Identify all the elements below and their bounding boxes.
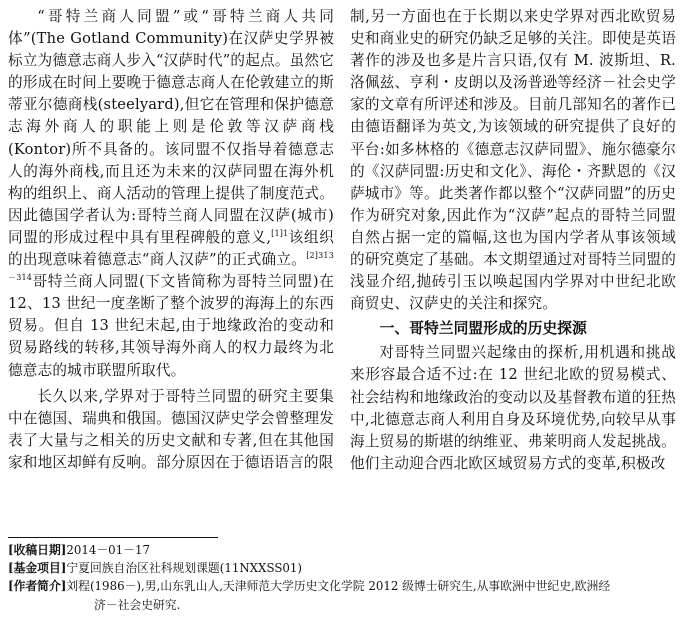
footnote-label: [收稿日期] (8, 543, 67, 557)
footnote-fund (8, 559, 676, 577)
paragraph-origins: 对哥特兰同盟兴起缘由的探析,用机遇和挑战来形容最合适不过:在 12 世纪北欧的贸易模式、社会结构和地缘政治的变动以及基督教布道的狂热中,北德意志商人利用自身及环境优势,向较早从事海上贸易的斯堪的纳维亚、弗莱明商人发起挑战。他们主动迎合西北欧区域贸易方式的变革,积极改 (350, 344, 676, 472)
footnote-value: 刘程(1986－),男,山东乳山人,天津师范大学历史文化学院 2012 级博士研究生,从事欧洲中世纪史,欧洲经 (66, 579, 611, 594)
paragraph-gotland-intro (8, 6, 334, 382)
footnote-received-date (8, 541, 676, 559)
footnote-divider (8, 537, 218, 538)
citation-ref-2: [2]313－314 (8, 251, 334, 283)
paragraph-research-status: 长久以来,学界对于哥特兰同盟的研究主要集中在德国、瑞典和俄国。德国汉萨史学会曾整理发表了大量与之相关的历史文献和专著,但在其他国家和地区却鲜有反响。部分原因在于德语语言的限 (8, 387, 334, 471)
left-column (8, 6, 334, 474)
paragraph-research-continued: 制,另一方面也在于长期以来史学界对西北欧贸易史和商业史的研究仍缺乏足够的关注。即使是英语著作的涉及也多是片言只语,仅有 M. 波斯坦、R. 洛佩兹、亨利・皮朗以及汤普逊等经济－社会史学家的文章有所评述和涉及。目前几部知名的著作已由德语翻译为英文,为该领域的研究提供了良好的平台:如多林格的《德意志汉萨同盟》、施尔德豪尔的《汉萨同盟:历史和文化》、海伦・齐默恩的《汉萨城市》等。此类著作都以整个“汉萨同盟”的历史作为研究对象,因此作为“汉萨”起点的哥特兰同盟自然占据一定的篇幅,这也为国内学者从事该领域的研究奠定了基础。本文期望通过对哥特兰同盟的浅显介绍,抛砖引玉以唤起国内学界对中世纪北欧商贸史、汉萨史的关注和探究。 (350, 8, 676, 313)
section-heading: 一、哥特兰同盟形成的历史探源 (379, 320, 587, 338)
footnote-label: [作者简介] (8, 579, 67, 594)
footnote-value: 宁夏回族自治区社科规划课题(11NXXSS01) (66, 561, 303, 576)
citation-ref-1: [1]1 (271, 229, 289, 239)
footnote-label: [基金项目] (8, 561, 67, 576)
footnote-author (8, 577, 676, 595)
paragraph-text: 该组织的出现意味着德意志“商人汉萨”的正式确立。 (8, 228, 334, 269)
footnote-author-continued: 济－社会史研究. (94, 597, 181, 612)
footnote-value: 2014－01－17 (66, 543, 150, 557)
paragraph-text: 哥特兰商人同盟(下文皆简称为哥特兰同盟)在 12、13 世纪一度垄断了整个波罗的海海上的东西贸易。但自 13 世纪末起,由于地缘政治的变动和贸易路线的转移,其领导海外商人的权力最终为北德意志的城市联盟所取代。 (8, 273, 334, 379)
footnotes (8, 541, 676, 614)
right-column (350, 6, 676, 475)
paragraph-text: “哥特兰商人同盟”或“哥特兰商人共同体”(The Gotland Community)在汉萨史学界被标立为德意志商人步入“汉萨时代”的起点。虽然它的形成在时间上要晚于德意志商人在伦敦建立的斯蒂亚尔德商栈(steelyard),但它在管理和保护德意志海外商人的职能上则是伦敦等汉萨商栈(Kontor)所不具备的。该同盟不仅指导着德意志人的海外商栈,而且还为未来的汉萨同盟在海外机构的组织上、商人活动的管理上提供了制度范式。因此德国学者认为:哥特兰商人同盟在汉萨(城市)同盟的形成过程中具有里程碑般的意义, (8, 8, 334, 246)
